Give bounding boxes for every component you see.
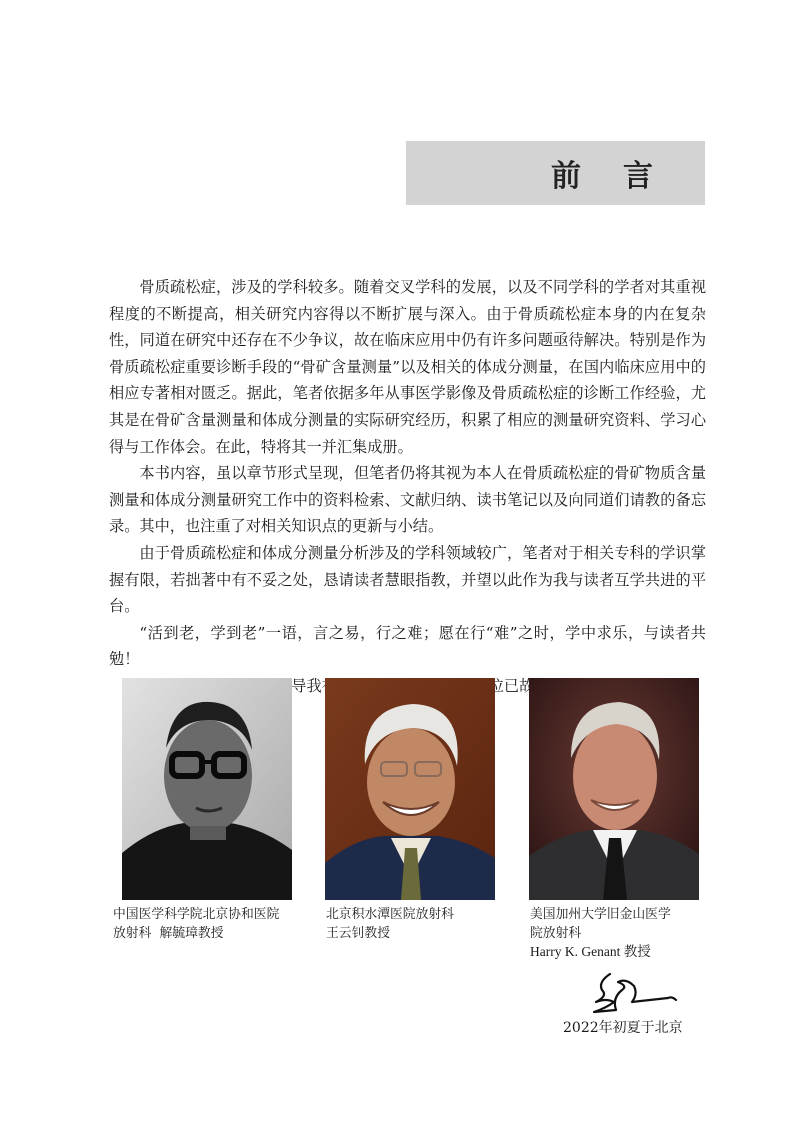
caption-line: 院放射科 <box>530 925 582 941</box>
page-title: 前言 <box>551 159 695 194</box>
caption-line: 北京积水潭医院放射科 <box>326 907 454 922</box>
paragraph: 由于骨质疏松症和体成分测量分析涉及的学科领域较广，笔者对于相关专科的学识掌握有限，若拙著中有不妥之处，恳请读者慧眼指教，并望以此作为我与读者互学共进的平台。 <box>109 543 706 616</box>
preface-body <box>109 274 706 700</box>
caption-line: 放射科 解毓璋教授 <box>113 925 224 941</box>
date-line: 2022年初夏于北京 <box>563 1020 683 1036</box>
paragraph: “活到老，学到老”一语，言之易，行之难；愿在行“难”之时，学中求乐，与读者共勉！ <box>109 623 706 669</box>
author-signature <box>588 968 678 1016</box>
mentor-caption-2 <box>326 906 516 943</box>
caption-line: 中国医学科学院北京协和医院 <box>113 907 280 922</box>
mentor-caption-3 <box>530 906 720 962</box>
portrait-photo-1 <box>122 678 292 900</box>
title-banner <box>406 141 705 205</box>
caption-line: 美国加州大学旧金山医学 <box>530 907 671 922</box>
portrait-photo-3 <box>529 678 699 900</box>
paragraph: 本书内容，虽以章节形式呈现，但笔者仍将其视为本人在骨质疏松症的骨矿物质含量测量和体成分测量研究工作中的资料检索、文献归纳、读书笔记以及向同道们请教的备忘录。其中，也注重了对相关知识点的更新与小结。 <box>109 464 706 536</box>
caption-line: 王云钊教授 <box>326 925 390 941</box>
mentor-caption-1 <box>113 906 313 943</box>
caption-line: Harry K. Genant 教授 <box>530 944 651 959</box>
paragraph: 骨质疏松症，涉及的学科较多。随着交叉学科的发展，以及不同学科的学者对其重视程度的不断提高，相关研究内容得以不断扩展与深入。由于骨质疏松症本身的内在复杂性，同道在研究中还存在不少争议，故在临床应用中仍有许多问题亟待解决。特别是作为骨质疏松症重要诊断手段的“骨矿含量测量”以及相关的体成分测量，在国内临床应用中的相应专著相对匮乏。据此，笔者依据多年从事医学影像及骨质疏松症的诊断工作经验，尤其是在骨矿含量测量和体成分测量的实际研究经历，积累了相应的测量研究资料、学习心得与工作体会。在此，特将其一并汇集成册。 <box>109 278 706 456</box>
portrait-photo-2 <box>325 678 495 900</box>
